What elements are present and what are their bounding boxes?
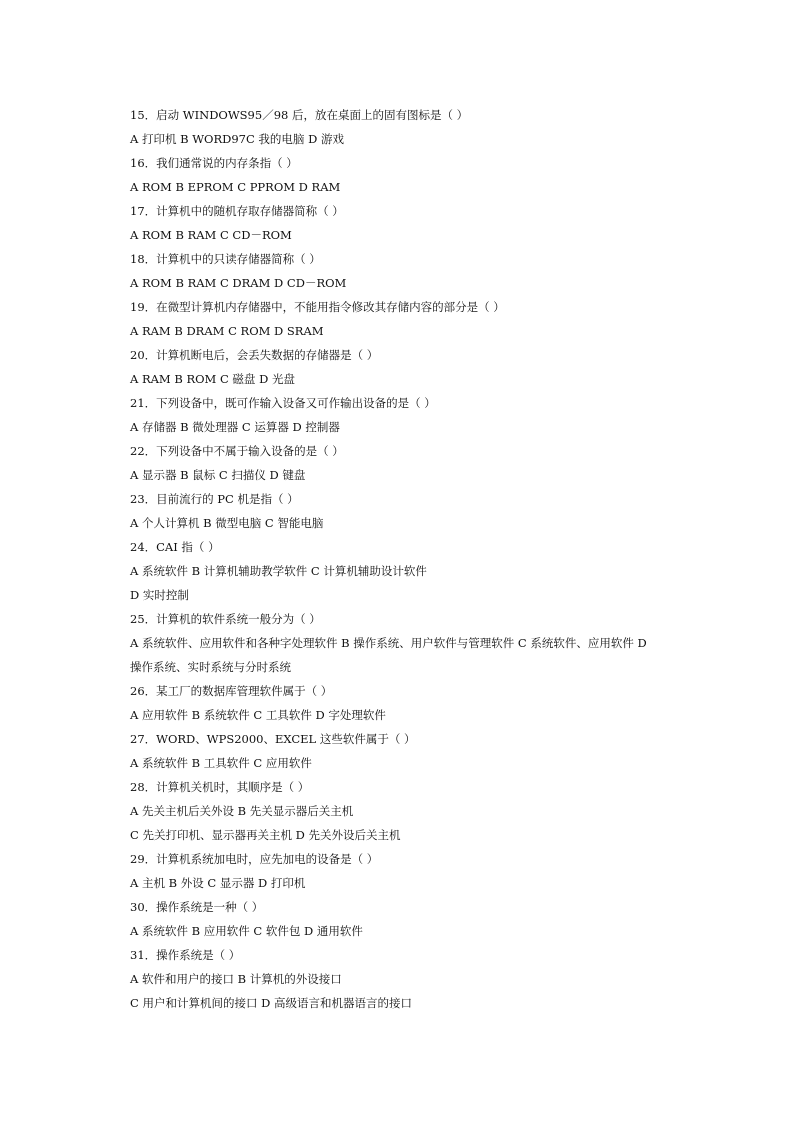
options-24-cont: D 实时控制 (130, 588, 189, 602)
question-27: 27．WORD、WPS2000、EXCEL 这些软件属于（ ） (130, 732, 416, 746)
options-23: A 个人计算机 B 微型电脑 C 智能电脑 (130, 516, 324, 530)
options-18: A ROM B RAM C DRAM D CD－ROM (130, 276, 347, 290)
question-17: 17．计算机中的随机存取存储器简称（ ） (130, 204, 344, 218)
options-25: A 系统软件、应用软件和各种字处理软件 B 操作系统、用户软件与管理软件 C 系统软件、应用软件 D (130, 636, 647, 650)
question-22: 22．下列设备中不属于输入设备的是（ ） (130, 444, 344, 458)
question-15: 15．启动 WINDOWS95／98 后，放在桌面上的固有图标是（ ） (130, 108, 469, 122)
options-22: A 显示器 B 鼠标 C 扫描仪 D 键盘 (130, 468, 306, 482)
options-24: A 系统软件 B 计算机辅助教学软件 C 计算机辅助设计软件 (130, 564, 427, 578)
options-29: A 主机 B 外设 C 显示器 D 打印机 (130, 876, 306, 890)
options-16: A ROM B EPROM C PPROM D RAM (130, 180, 341, 194)
options-30: A 系统软件 B 应用软件 C 软件包 D 通用软件 (130, 924, 363, 938)
question-20: 20．计算机断电后，会丢失数据的存储器是（ ） (130, 348, 379, 362)
options-31-cont: C 用户和计算机间的接口 D 高级语言和机器语言的接口 (130, 996, 412, 1010)
options-26: A 应用软件 B 系统软件 C 工具软件 D 字处理软件 (130, 708, 386, 722)
question-26: 26．某工厂的数据库管理软件属于（ ） (130, 684, 333, 698)
question-18: 18．计算机中的只读存储器简称（ ） (130, 252, 321, 266)
question-23: 23．目前流行的 PC 机是指（ ） (130, 492, 299, 506)
question-21: 21．下列设备中，既可作输入设备又可作输出设备的是（ ） (130, 396, 436, 410)
options-21: A 存储器 B 微处理器 C 运算器 D 控制器 (130, 420, 340, 434)
question-31: 31．操作系统是（ ） (130, 948, 241, 962)
question-19: 19．在微型计算机内存储器中，不能用指令修改其存储内容的部分是（ ） (130, 300, 505, 314)
question-28: 28．计算机关机时，其顺序是（ ） (130, 780, 310, 794)
options-28: A 先关主机后关外设 B 先关显示器后关主机 (130, 804, 354, 818)
document-body (130, 103, 690, 1015)
options-15: A 打印机 B WORD97C 我的电脑 D 游戏 (130, 132, 344, 146)
question-24: 24．CAI 指（ ） (130, 540, 220, 554)
question-25: 25．计算机的软件系统一般分为（ ） (130, 612, 321, 626)
options-28-cont: C 先关打印机、显示器再关主机 D 先关外设后关主机 (130, 828, 401, 842)
options-25-cont: 操作系统、实时系统与分时系统 (130, 660, 291, 674)
options-19: A RAM B DRAM C ROM D SRAM (130, 324, 324, 338)
options-27: A 系统软件 B 工具软件 C 应用软件 (130, 756, 312, 770)
options-31: A 软件和用户的接口 B 计算机的外设接口 (130, 972, 342, 986)
question-16: 16．我们通常说的内存条指（ ） (130, 156, 298, 170)
options-17: A ROM B RAM C CD－ROM (130, 228, 292, 242)
question-30: 30．操作系统是一种（ ） (130, 900, 264, 914)
options-20: A RAM B ROM C 磁盘 D 光盘 (130, 372, 295, 386)
question-29: 29．计算机系统加电时，应先加电的设备是（ ） (130, 852, 379, 866)
